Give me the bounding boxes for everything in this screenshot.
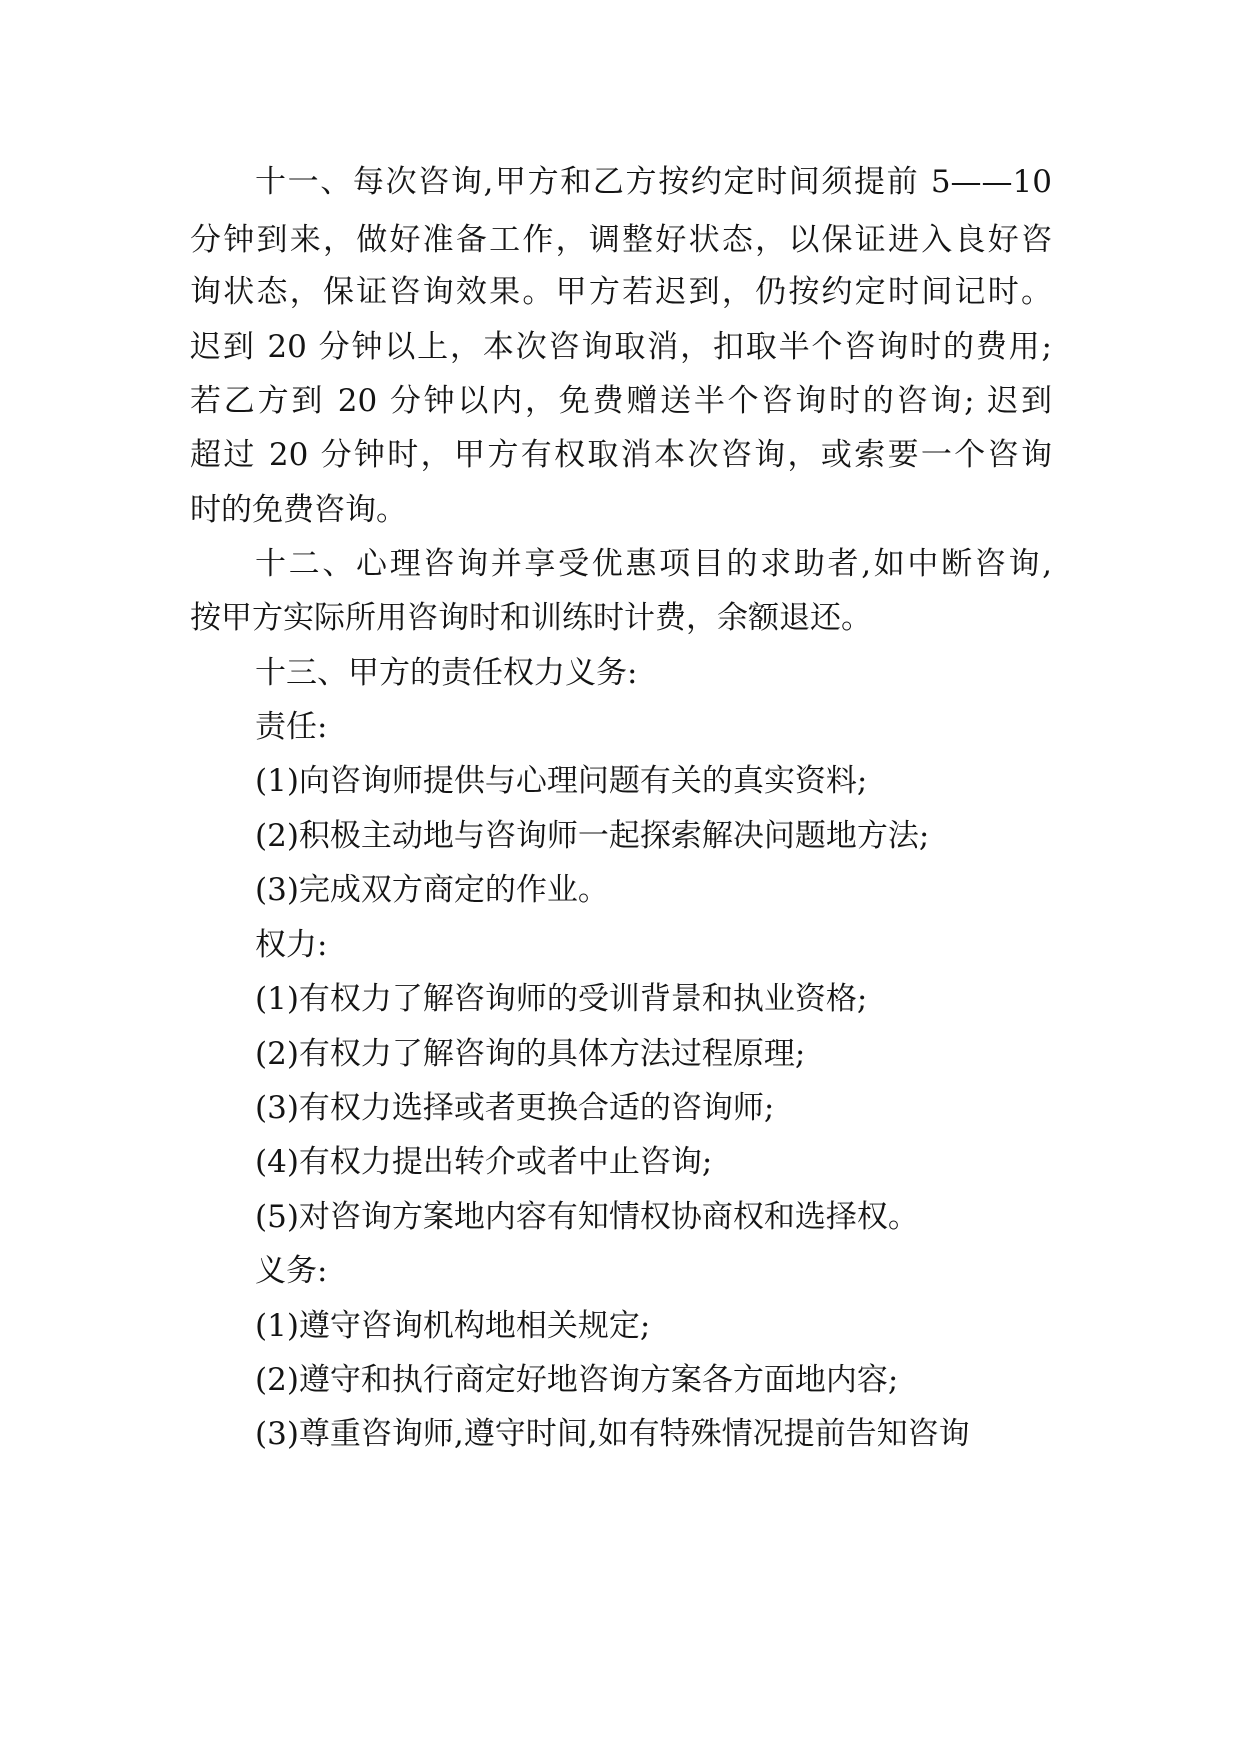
paragraph-11-line-6: 超过 20 分钟时，甲方有权取消本次咨询，或索要一个咨询 bbox=[190, 437, 1052, 473]
responsibility-label: 责任: bbox=[255, 709, 328, 745]
rights-item-4: (4)有权力提出转介或者中止咨询; bbox=[255, 1144, 713, 1180]
obligations-item-3: (3)尊重咨询师,遵守时间,如有特殊情况提前告知咨询 bbox=[255, 1416, 970, 1452]
responsibility-item-2: (2)积极主动地与咨询师一起探索解决问题地方法; bbox=[255, 818, 930, 854]
paragraph-11-line-5: 若乙方到 20 分钟以内，免费赠送半个咨询时的咨询; 迟到 bbox=[190, 383, 1052, 419]
paragraph-11-line-7: 时的免费咨询。 bbox=[190, 492, 407, 528]
paragraph-11-line-3: 询状态，保证咨询效果。甲方若迟到，仍按约定时间记时。 bbox=[190, 274, 1052, 310]
paragraph-13-heading: 十三、甲方的责任权力义务: bbox=[255, 655, 638, 691]
responsibility-item-1: (1)向咨询师提供与心理问题有关的真实资料; bbox=[255, 763, 868, 799]
rights-item-1: (1)有权力了解咨询师的受训背景和执业资格; bbox=[255, 981, 868, 1017]
obligations-item-1: (1)遵守咨询机构地相关规定; bbox=[255, 1308, 651, 1344]
obligations-label: 义务: bbox=[255, 1253, 328, 1289]
responsibility-item-3: (3)完成双方商定的作业。 bbox=[255, 872, 609, 908]
paragraph-12-line-2: 按甲方实际所用咨询时和训练时计费，余额退还。 bbox=[190, 600, 872, 636]
paragraph-11-line-2: 分钟到来，做好准备工作，调整好状态，以保证进入良好咨 bbox=[190, 222, 1052, 258]
rights-item-2: (2)有权力了解咨询的具体方法过程原理; bbox=[255, 1036, 806, 1072]
paragraph-11-line-4: 迟到 20 分钟以上，本次咨询取消，扣取半个咨询时的费用; bbox=[190, 329, 1052, 365]
obligations-item-2: (2)遵守和执行商定好地咨询方案各方面地内容; bbox=[255, 1362, 899, 1398]
rights-item-5: (5)对咨询方案地内容有知情权协商权和选择权。 bbox=[255, 1199, 919, 1235]
paragraph-11-line-1: 十一、每次咨询,甲方和乙方按约定时间须提前 5——10 bbox=[255, 164, 1052, 200]
rights-label: 权力: bbox=[255, 927, 328, 963]
rights-item-3: (3)有权力选择或者更换合适的咨询师; bbox=[255, 1090, 775, 1126]
paragraph-12-line-1: 十二、心理咨询并享受优惠项目的求助者,如中断咨询, bbox=[255, 546, 1052, 582]
